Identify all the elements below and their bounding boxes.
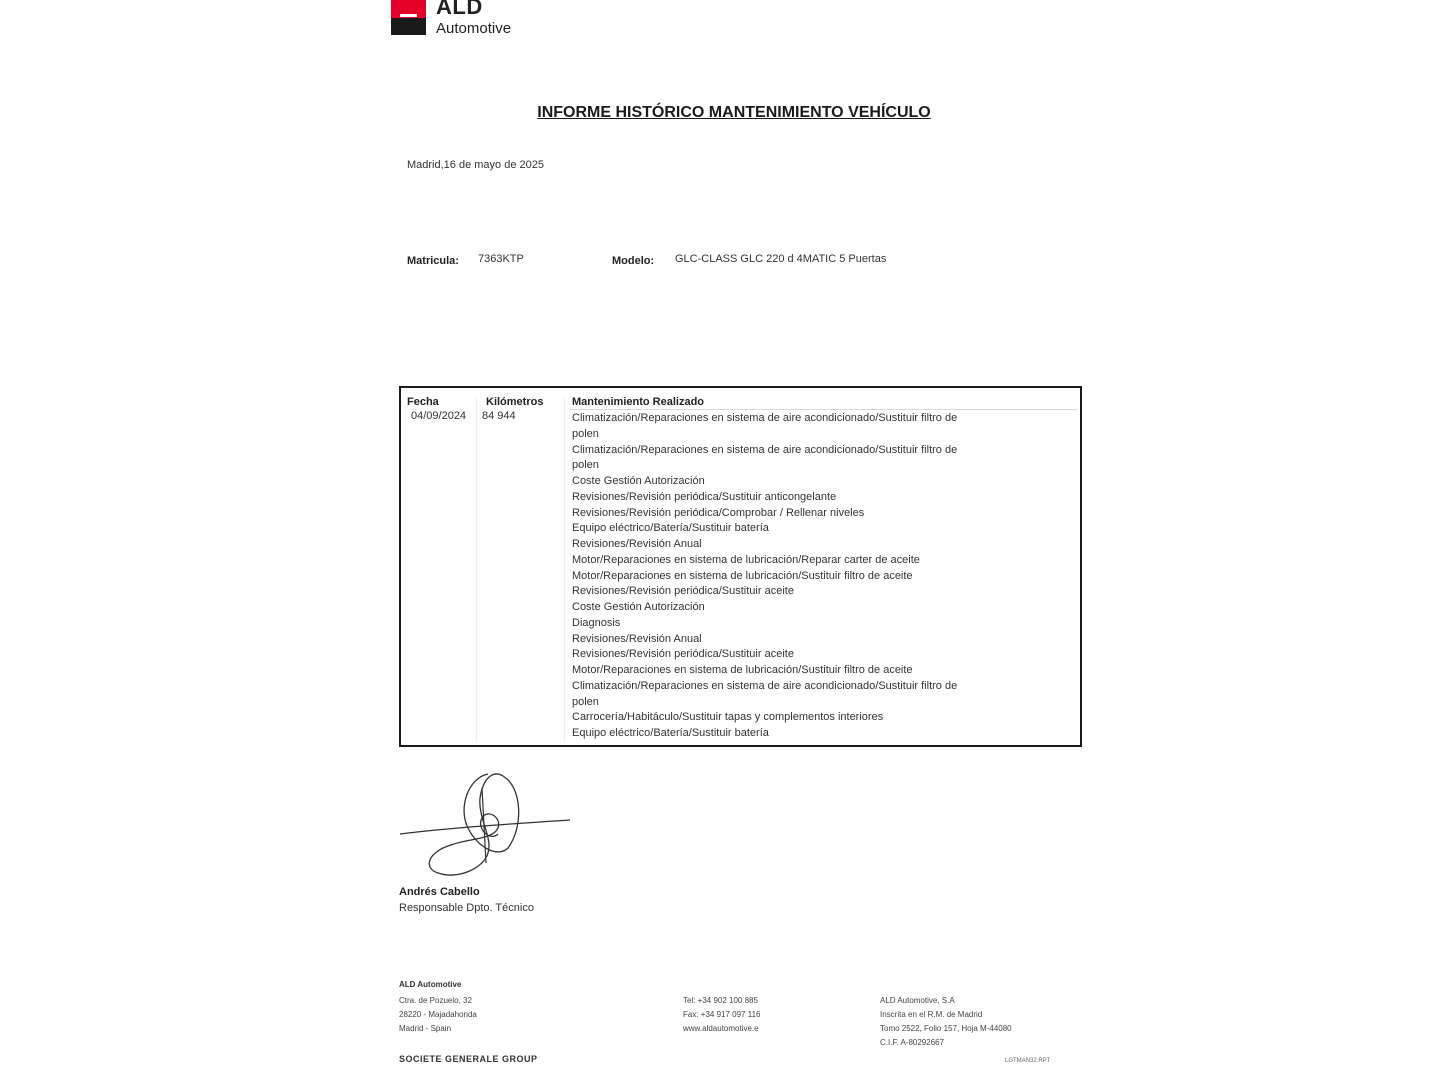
signer-role: Responsable Dpto. Técnico [399, 902, 534, 914]
cell-km: 84 944 [482, 410, 516, 422]
maintenance-item: Revisiones/Revisión periódica/Sustituir anticongelante [572, 490, 837, 503]
place-date: Madrid,16 de mayo de 2025 [407, 159, 544, 171]
maintenance-item: Revisiones/Revisión periódica/Comprobar / Rellenar niveles [572, 506, 865, 519]
maintenance-item: Revisiones/Revisión periódica/Sustituir aceite [572, 648, 794, 661]
document-title: INFORME HISTÓRICO MANTENIMIENTO VEHÍCULO [537, 104, 931, 121]
modelo-value: GLC-CLASS GLC 220 d 4MATIC 5 Puertas [675, 253, 887, 265]
footer-website: www.aldautomotive.e [683, 1024, 759, 1033]
ald-logo-mark [391, 0, 426, 35]
column-divider [476, 396, 477, 742]
maintenance-item: Climatización/Reparaciones en sistema de aire acondicionado/Sustituir filtro de [572, 412, 958, 424]
signature-image [398, 768, 573, 883]
modelo-label: Modelo: [612, 255, 655, 267]
maintenance-item: Equipo eléctrico/Batería/Sustituir batería [572, 522, 769, 535]
maintenance-item: Equipo eléctrico/Batería/Sustituir batería [572, 727, 769, 739]
header-kilometros: Kilómetros [486, 396, 544, 408]
signer-name: Andrés Cabello [399, 886, 480, 898]
logo-brand-text: ALD [436, 0, 483, 19]
maintenance-item: Coste Gestión Autorización [572, 601, 705, 613]
matricula-value: 7363KTP [478, 253, 524, 265]
footer-company: ALD Automotive [399, 980, 462, 989]
footer-phone: Tel: +34 902 100 885 [683, 996, 758, 1005]
footer-group: SOCIETE GENERALE GROUP [399, 1054, 538, 1064]
maintenance-item: Climatización/Reparaciones en sistema de aire acondicionado/Sustituir filtro de [572, 443, 958, 456]
footer-address-line: 28220 - Majadahonda [399, 1010, 477, 1019]
footer-legal-line: Tomo 2522, Folio 157, Hoja M-44080 [880, 1024, 1012, 1033]
maintenance-item: Motor/Reparaciones en sistema de lubricación/Reparar carter de aceite [572, 553, 920, 566]
footer-fax: Fax: +34 917 097 116 [683, 1010, 761, 1019]
maintenance-item: Revisiones/Revisión Anual [572, 632, 702, 645]
maintenance-item: Diagnosis [572, 616, 621, 629]
maintenance-item: Coste Gestión Autorización [572, 475, 705, 487]
footer-address-line: Madrid - Spain [399, 1024, 452, 1033]
maintenance-item: Carrocería/Habitáculo/Sustituir tapas y complementos interiores [572, 711, 884, 724]
cell-date: 04/09/2024 [411, 410, 467, 422]
maintenance-item: Climatización/Reparaciones en sistema de aire acondicionado/Sustituir filtro de [572, 679, 958, 692]
header-underline [570, 409, 1078, 410]
maintenance-item: Revisiones/Revisión Anual [572, 538, 702, 550]
maintenance-item: Motor/Reparaciones en sistema de lubricación/Sustituir filtro de aceite [572, 664, 913, 676]
logo-sub-text: Automotive [436, 20, 512, 37]
footer-report-ref: LGTMAN32.RPT [1005, 1058, 1051, 1064]
footer-legal-line: Inscrita en el R.M. de Madrid [880, 1010, 983, 1019]
maintenance-item: polen [572, 695, 599, 708]
maintenance-item: polen [572, 427, 599, 440]
matricula-label: Matricula: [407, 255, 459, 267]
footer-legal-line: ALD Automotive, S.A [880, 996, 955, 1005]
footer-legal-line: C.I.F. A-80292667 [880, 1038, 945, 1047]
maintenance-item: Motor/Reparaciones en sistema de lubricación/Sustituir filtro de aceite [572, 569, 913, 582]
header-fecha: Fecha [407, 396, 439, 408]
maintenance-item: Revisiones/Revisión periódica/Sustituir aceite [572, 585, 794, 598]
header-mantenimiento: Mantenimiento Realizado [572, 396, 705, 408]
maintenance-item: polen [572, 459, 599, 472]
logo-white-bar [400, 14, 417, 17]
footer-address-line: Ctra. de Pozuelo, 32 [399, 996, 472, 1005]
column-divider [564, 396, 565, 742]
